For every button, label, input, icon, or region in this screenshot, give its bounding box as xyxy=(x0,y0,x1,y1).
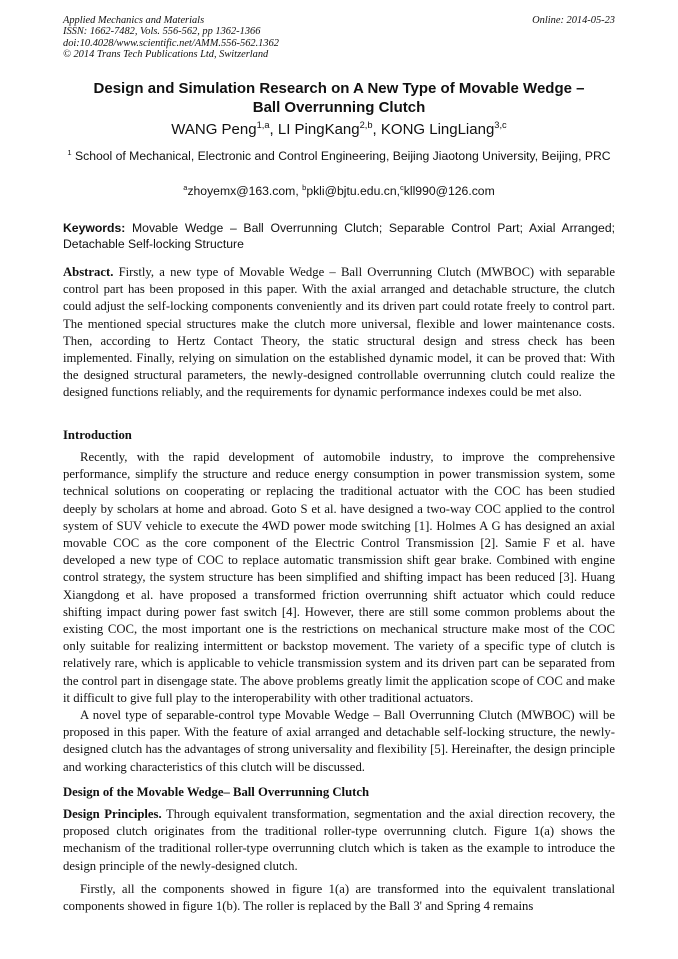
journal-header xyxy=(63,15,615,61)
author-list: WANG Peng$^{1,a}$, LI PingKang$^{2,b}$, KONG LingLiang$^{3,c}$ xyxy=(171,120,507,138)
issn-line: ISSN: 1662-7482, Vols. 556-562, pp 1362-1366 xyxy=(63,26,261,38)
online-date: Online: 2014-05-23 xyxy=(532,15,615,26)
email-list: $^a$zhoyemx@163.com, $^b$pkli@bjtu.edu.cn,$^c$kll990@126.com xyxy=(183,182,495,198)
introduction-body xyxy=(63,449,615,776)
email-superscript: b xyxy=(302,182,307,192)
section-heading-introduction: Introduction xyxy=(63,428,132,442)
paragraph: A novel type of separable-control type Movable Wedge – Ball Overrunning Clutch (MWBOC) will be proposed in this paper. With the feature of axial arranged and detachable self-locking structure, the newly-designed clutch has the advantages of strong universality and flexibility [5]. Hereinafter, the design principle and working characteristics of this clutch will be discussed. xyxy=(63,708,615,774)
title-line-1: Design and Simulation Research on A New Type of Movable Wedge – xyxy=(93,80,585,97)
abstract-label: Abstract. xyxy=(63,265,114,279)
author-superscript: 3,c xyxy=(494,120,507,130)
section-heading-design: Design of the Movable Wedge– Ball Overrunning Clutch xyxy=(63,785,370,799)
keywords xyxy=(63,221,615,252)
abstract-text: Firstly, a new type of Movable Wedge – Ball Overrunning Clutch (MWBOC) with separable control part has been proposed in this paper. With the axial arranged and detachable structure, the clutch could adjust the self-locking components conveniently and its driven part could rotate freely to control part. The mentioned special structures make the clutch more universal, flexible and lower maintenance costs. Then, according to Hertz Contact Theory, the static structural design and stress check has been implemented. Finally, relying on simulation on the established dynamic model, it can be proved that: With the designed structural parameters, the newly-designed controllable overrunning clutch could realize the designed functions reliably, and the requirements for dynamic performance indexes could be met also. xyxy=(63,265,615,400)
author-superscript: 2,b xyxy=(359,120,373,130)
author-name: KONG LingLiang xyxy=(380,121,495,138)
affiliation xyxy=(63,148,615,164)
author-name: WANG Peng xyxy=(171,121,257,138)
design-body xyxy=(63,806,615,915)
email-superscript: c xyxy=(400,182,404,192)
paragraph-text: Through equivalent transformation, segmentation and the axial direction recovery, the proposed clutch originates from the traditional roller-type overrunning clutch. Figure 1(a) shows the mechanism of the traditional roller-type overrunning clutch which is taken as the example to introduce the design principle of the newly-designed clutch. xyxy=(63,807,615,873)
title-line-2: Ball Overrunning Clutch xyxy=(252,99,426,116)
journal-name: Applied Mechanics and Materials xyxy=(63,15,205,26)
paragraph: Firstly, all the components showed in figure 1(a) are transformed into the equivalent translational components showed in figure 1(b). The roller is replaced by the Ball 3' and Spring 4 remains xyxy=(63,881,615,914)
affiliation-text: School of Mechanical, Electronic and Control Engineering, Beijing Jiaotong University, Beijing, PRC xyxy=(71,149,611,163)
email-link[interactable]: pkli@bjtu.edu.cn xyxy=(306,184,397,198)
keywords-text: Movable Wedge – Ball Overrunning Clutch; Separable Control Part; Axial Arranged; Detachable Self-locking Structure xyxy=(63,221,615,251)
copyright-line: © 2014 Trans Tech Publications Ltd, Switzerland xyxy=(63,49,269,61)
keywords-label: Keywords: xyxy=(63,221,126,235)
affiliation-superscript: 1 xyxy=(67,147,72,157)
email-link[interactable]: kll990@126.com xyxy=(403,184,495,198)
author-name: LI PingKang xyxy=(277,121,360,138)
paragraph: Recently, with the rapid development of automobile industry, to improve the comprehensive performance, simplify the structure and reduce energy consumption in power transmission system, some technical solutions on cooperating or replacing the traditional actuator with the COC has been studied deeply by scholars at home and abroad. Goto S et al. have designed a two-way COC applied to the control system of SUV vehicle to execute the 4WD power mode switching [1]. Holmes A G has designed an axial movable COC as the core component of the Electric Control Transmission [2]. Samie F et al. have developed a new type of COC to replace automatic transmission shift gear brake. Combined with engine control strategy, the system structure has been simplified and shifting impact has been reduced [3]. Huang Xiangdong et al. have proposed a transformed friction overrunning shift actuator which could reduce shifting impact during power fast switch [4]. However, there are still some common problems about the existing COC, the most important one is the restrictions on mechanical structure make most of the COC only suitable for realizing intermittent or backstop movement. The variety of a specific type of clutch is relatively rare, which is applicable to vehicle transmission system and its driven part can be separated from the control part in disengage state. The above problems greatly limit the application scope of COC and make it difficult to give full play to the interoperability with other traditional actuators. xyxy=(63,450,615,705)
doi-line: doi:10.4028/www.scientific.net/AMM.556-562.1362 xyxy=(63,37,279,49)
email-link[interactable]: zhoyemx@163.com xyxy=(187,184,296,198)
subheading-design-principles: Design Principles. xyxy=(63,807,162,821)
email-superscript: a xyxy=(183,182,188,192)
author-superscript: 1,a xyxy=(256,120,270,130)
paper-title xyxy=(63,79,615,117)
abstract xyxy=(63,264,615,402)
